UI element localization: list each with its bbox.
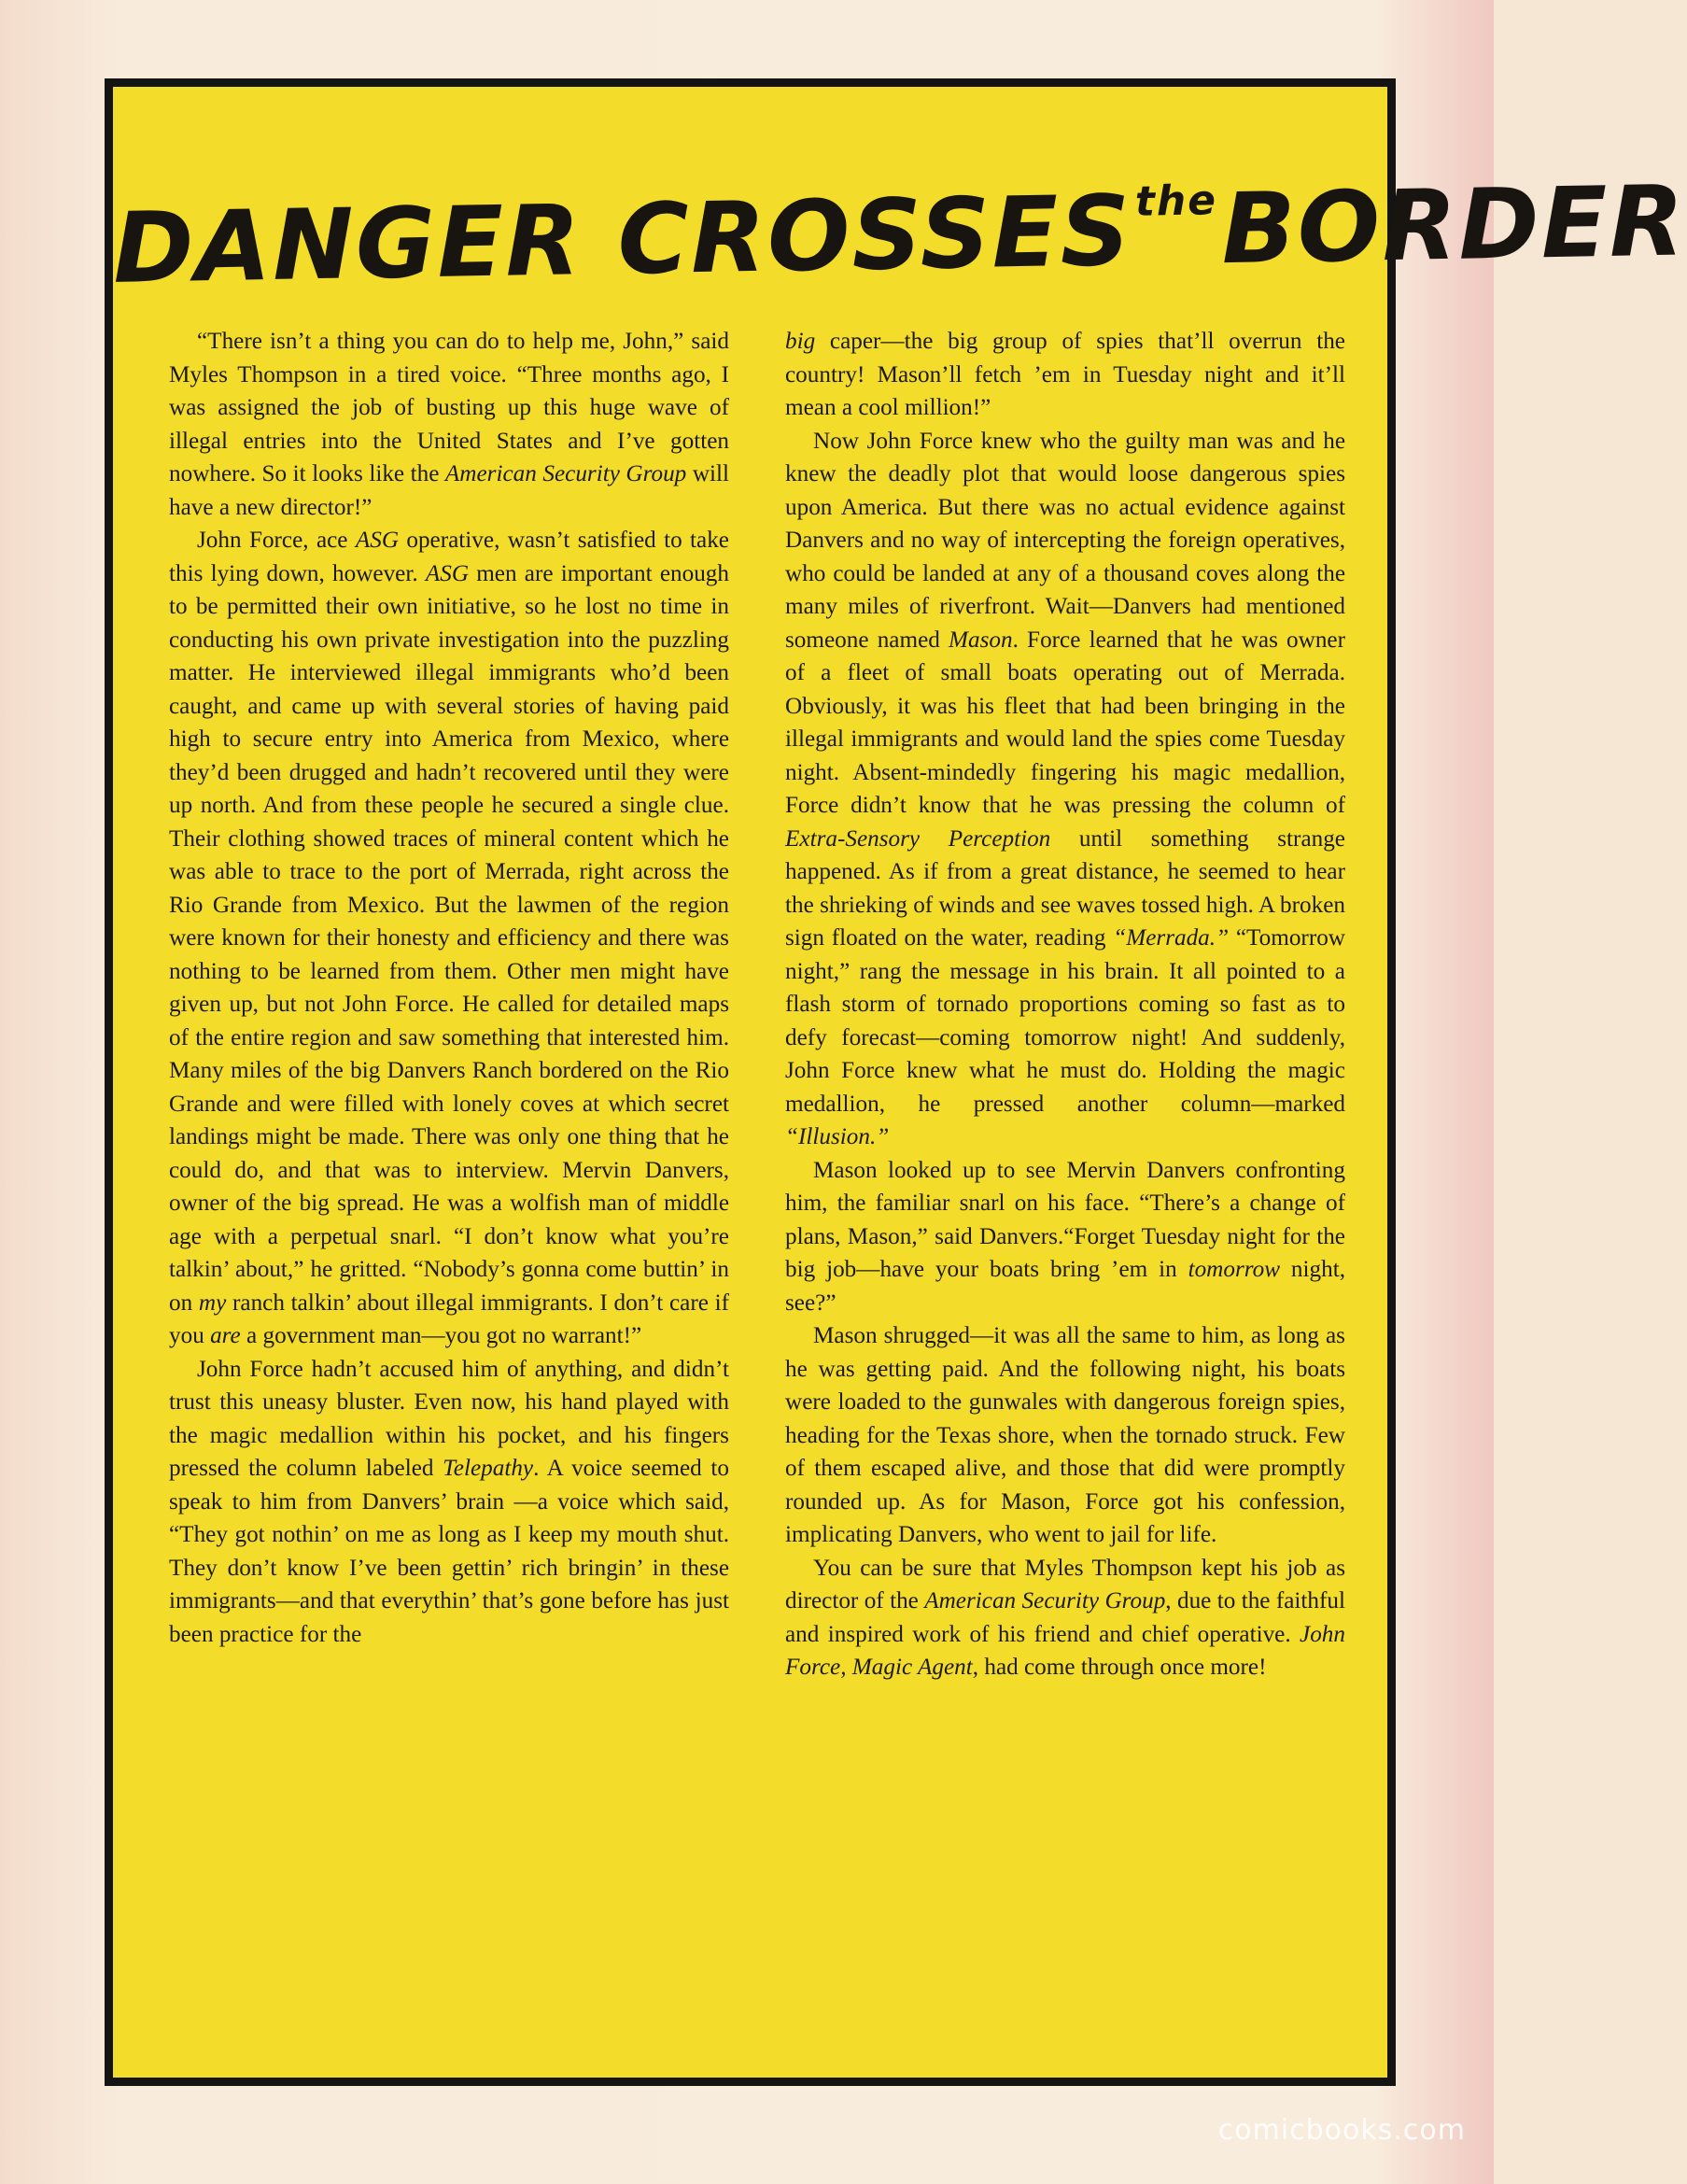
paragraph: Now John Force knew who the guilty man was and he knew the deadly plot that would loose dangerous spies upon America. But there was no actual evidence against Danvers and no way of intercepting the foreign operatives, who could be landed at any of a thousand coves along the many miles of riverfront. Wait—Danvers had mentioned someone named Mason. Force learned that he was owner of a fleet of small boats operating out of Merrada. Obviously, it was his fleet that had been bringing in the illegal immigrants and would land the spies come Tuesday night. Absent-mindedly fingering his magic medallion, Force didn’t know that he was pressing the column of Extra-Sensory Perception until something strange happened. As if from a great distance, he seemed to hear the shrieking of winds and see waves tossed high. A broken sign floated on the water, reading “Merrada.” “Tomorrow night,” rang the message in his brain. It all pointed to a flash storm of tornado proportions coming so fast as to defy forecast—coming tomorrow night! And suddenly, John Force knew what he must do. Holding the magic medallion, he pressed another column—marked “Illusion.” xyxy=(785,428,1346,1149)
left-column xyxy=(169,325,729,1651)
title-part-2: the xyxy=(1134,176,1218,226)
title-part-1: DANGER CROSSES xyxy=(112,173,1133,305)
paragraph: You can be sure that Myles Thompson kept his job as director of the American Security Group, due to the faithful and inspired work of his friend and chief operative. John Force, Magic Agent, had come through once more! xyxy=(785,1555,1345,1680)
paragraph: “There isn’t a thing you can do to help me, John,” said Myles Thompson in a tired voice. “Three months ago, I was assigned the job of busting up this huge wave of illegal entries into the United States and I’ve gotten nowhere. So it looks like the American Security Group will have a new director!” xyxy=(169,329,729,520)
paragraph: John Force hadn’t accused him of anything, and didn’t trust this uneasy bluster. Even now, his hand played with the magic medallion within his pocket, and his fingers pressed the column labeled Telepathy. A voice seemed to speak to him from Danvers’ brain —a voice which said, “They got nothin’ on me as long as I keep my mouth shut. They don’t know I’ve been gettin’ rich bringin’ in these immigrants—and that everythin’ that’s gone before has just been practice for the xyxy=(169,1356,729,1647)
paragraph: big caper—the big group of spies that’ll overrun the country! Mason’ll fetch ’em in Tuesday night and it’ll mean a cool million!” xyxy=(785,329,1345,420)
title-part-3: BORDER xyxy=(1220,163,1687,287)
watermark: comicbooks.com xyxy=(1217,2114,1466,2147)
paragraph: Mason shrugged—it was all the same to him, as long as he was getting paid. And the following night, his boats were loaded to the gunwales with dangerous foreign spies, heading for the Texas shore, when the tornado struck. Few of them escaped alive, and those that did were promptly rounded up. As for Mason, Force got his confession, implicating Danvers, who went to jail for life. xyxy=(785,1323,1345,1547)
story-title xyxy=(112,163,1687,305)
paragraph: Mason looked up to see Mervin Danvers confronting him, the familiar snarl on his face. “There’s a change of plans, Mason,” said Danvers.“Forget Tuesday night for the big job—have your boats bring ’em in tomorrow night, see?” xyxy=(785,1157,1345,1316)
paragraph: John Force, ace ASG operative, wasn’t satisfied to take this lying down, however. ASG men are important enough to be permitted their own initiative, so he lost no time in conducting his own private investigation into the puzzling matter. He interviewed illegal immigrants who’d been caught, and came up with several stories of having paid high to secure entry into America from Mexico, where they’d been drugged and hadn’t recovered until they were up north. And from these people he secured a single clue. Their clothing showed traces of mineral content which he was able to trace to the port of Merrada, right across the Rio Grande from Mexico. But the lawmen of the region were known for their honesty and efficiency and there was nothing to be learned from them. Other men might have given up, but not John Force. He called for detailed maps of the entire region and saw something that interested him. Many miles of the big Danvers Ranch bordered on the Rio Grande and were filled with lonely coves at which secret landings might be made. There was only one thing that he could do, and that was to interview. Mervin Danvers, owner of the big spread. He was a wolfish man of middle age with a perpetual snarl. “I don’t know what you’re talkin’ about,” he gritted. “Nobody’s gonna come buttin’ in on my ranch talkin’ about illegal immigrants. I don’t care if you are a government man—you got no warrant!” xyxy=(169,528,730,1348)
right-column xyxy=(785,325,1345,1684)
story-panel xyxy=(105,78,1687,2086)
